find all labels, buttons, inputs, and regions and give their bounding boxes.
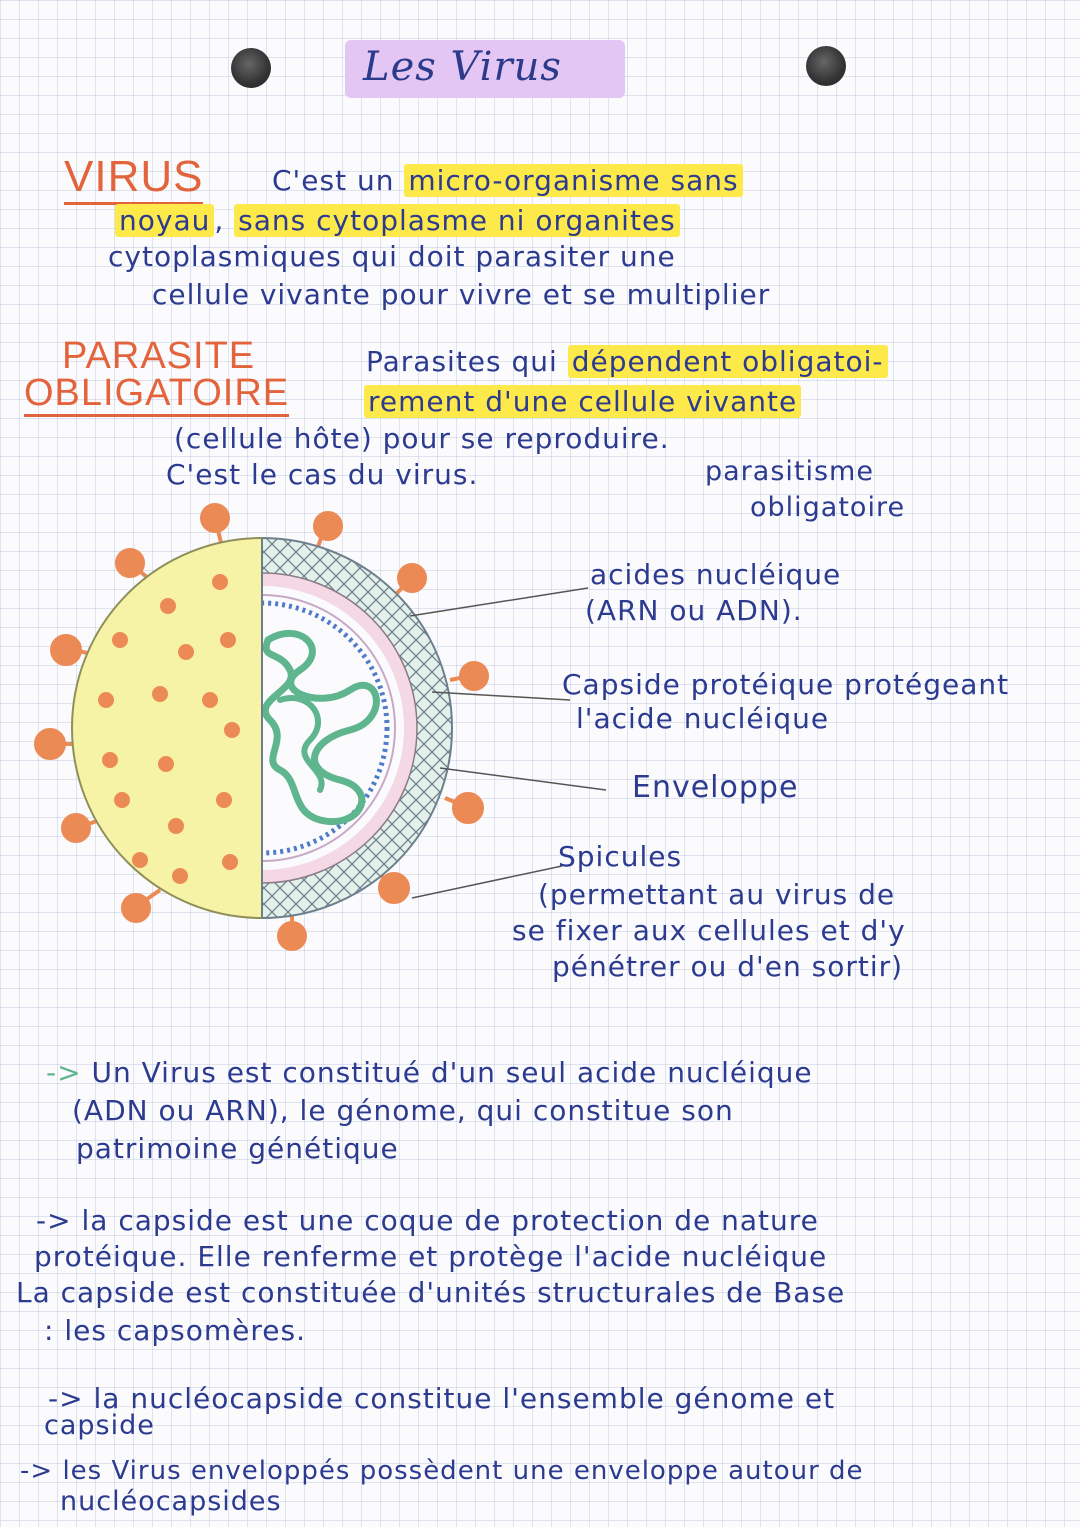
arrow-icon: -> <box>48 1382 84 1415</box>
arrow-icon: -> <box>46 1056 82 1089</box>
note-1-line1 <box>46 1056 813 1089</box>
note-1-line2: (ADN ou ARN), le génome, qui constitue son <box>72 1094 734 1127</box>
arrow-icon: -> <box>20 1456 54 1486</box>
label-nucleic-acid-line2: (ARN ou ADN). <box>585 594 803 627</box>
parasite-definition-line3: (cellule hôte) pour se reproduire. <box>174 422 670 455</box>
note-2-text: la capside est une coque de protection de nature <box>81 1204 819 1237</box>
note-3-line2: capside <box>44 1410 155 1441</box>
note-4-line2: nucléocapsides <box>60 1486 282 1517</box>
spicule <box>450 663 487 689</box>
virus-def-highlight2: noyau <box>115 204 214 237</box>
virus-def-highlight3: sans cytoplasme ni organites <box>234 204 680 237</box>
parasitism-note-line1: parasitisme <box>705 456 874 487</box>
spicule <box>279 915 305 949</box>
arrow-icon: -> <box>36 1204 72 1237</box>
parasite-def-highlight1: dépendent obligatoi- <box>568 345 888 378</box>
parasite-heading-line1: PARASITE <box>62 335 256 377</box>
note-3-text: la nucléocapside constitue l'ensemble génome et <box>93 1382 836 1415</box>
page-title-text: Les Virus <box>363 44 562 90</box>
virus-heading: VIRUS <box>64 152 203 205</box>
parasitism-note-line2: obligatoire <box>750 492 906 523</box>
spicule <box>123 890 160 921</box>
virus-def-sep: , <box>214 204 225 237</box>
virus-def-line1-start: C'est un <box>272 164 395 197</box>
label-spicules-line4: pénétrer ou d'en sortir) <box>552 950 904 983</box>
label-capsid-line1: Capside protéique protégeant <box>562 668 1010 701</box>
note-2-line4: : les capsomères. <box>44 1314 306 1347</box>
spicule <box>117 550 150 580</box>
label-nucleic-acid-line1: acides nucléique <box>590 558 842 591</box>
note-1-text: Un Virus est constitué d'un seul acide nucléique <box>91 1056 813 1089</box>
note-2-line2: protéique. Elle renferme et protège l'acide nucléique <box>34 1240 828 1273</box>
label-envelope: Enveloppe <box>632 770 799 805</box>
note-2-line1 <box>36 1204 819 1237</box>
note-4-line1 <box>20 1456 864 1486</box>
note-2-line3: La capside est constituée d'unités structurales de Base <box>16 1276 846 1309</box>
label-spicules-line2: (permettant au virus de <box>538 878 896 911</box>
note-4-text: les Virus enveloppés possèdent une enveloppe autour de <box>62 1456 864 1486</box>
virus-def-highlight1: micro-organisme sans <box>404 164 742 197</box>
spicule <box>445 794 482 822</box>
parasite-heading-line2: OBLIGATOIRE <box>24 372 289 417</box>
note-3-line1 <box>48 1382 835 1415</box>
note-1-line3: patrimoine génétique <box>76 1132 399 1165</box>
parasite-definition-line4: C'est le cas du virus. <box>166 458 479 491</box>
parasite-def-highlight2: rement d'une cellule vivante <box>364 385 801 418</box>
virus-definition-line3: cytoplasmiques qui doit parasiter une <box>108 240 676 273</box>
parasite-def-start: Parasites qui <box>366 345 558 378</box>
virus-definition-line4: cellule vivante pour vivre et se multiplier <box>152 278 771 311</box>
label-capsid-line2: l'acide nucléique <box>576 702 830 735</box>
label-spicules-line3: se fixer aux cellules et d'y <box>512 914 906 947</box>
label-spicules-line1: Spicules <box>558 840 683 873</box>
